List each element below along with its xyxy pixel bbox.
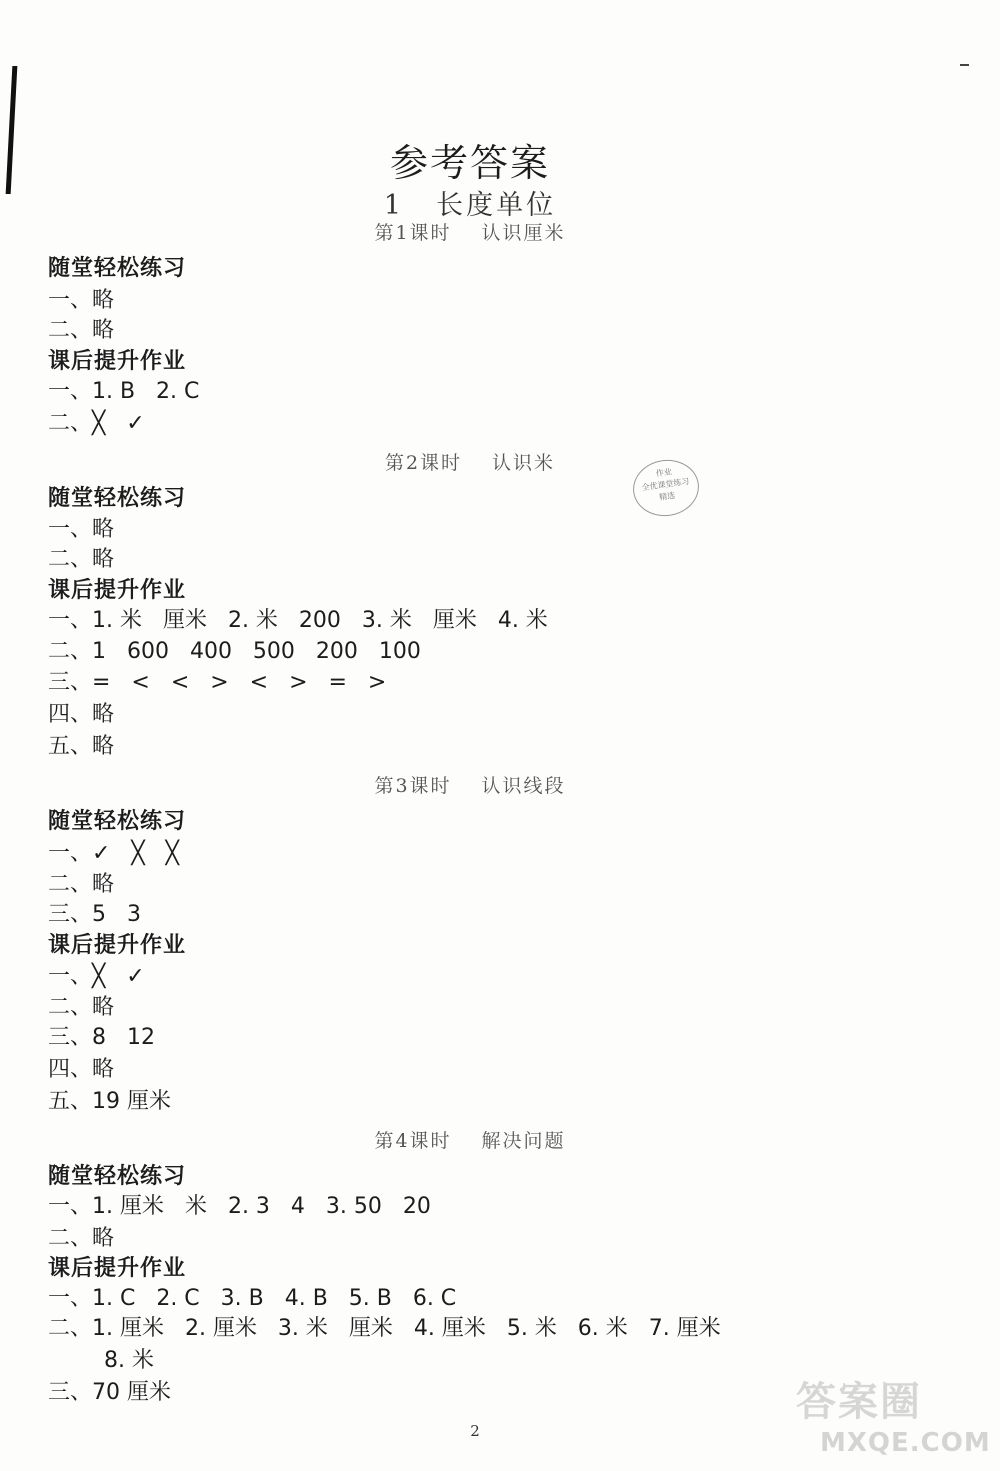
scan-corner-mark: [960, 64, 969, 66]
answer-line: 一、1. B 2. C: [48, 379, 200, 404]
lesson-title: 认识米: [492, 452, 556, 474]
lesson-3-heading: [0, 771, 940, 798]
section-practice-heading: 随堂轻松练习: [48, 256, 187, 281]
watermark-url: MXQE.COM: [820, 1428, 991, 1458]
chapter-number: 1: [383, 190, 405, 221]
answer-line: 二、略: [48, 872, 115, 897]
answer-line: 五、略: [48, 734, 115, 759]
answer-line: 三、8 12: [48, 1025, 155, 1050]
answer-line: 四、略: [48, 702, 115, 727]
stamp-seal: 作业 全优课堂练习 精选: [629, 456, 702, 521]
answer-line: 二、略: [48, 547, 115, 572]
lesson-4-heading: [0, 1126, 940, 1153]
answer-line: 二、略: [48, 1226, 115, 1251]
answer-line: 三、5 3: [48, 902, 141, 927]
lesson-label: 第3课时: [374, 775, 452, 797]
answer-line: 四、略: [48, 1057, 115, 1082]
section-homework-heading: 课后提升作业: [48, 578, 187, 603]
lesson-2-heading: [0, 448, 940, 475]
lesson-label: 第2课时: [384, 452, 463, 474]
section-homework-heading: 课后提升作业: [48, 933, 187, 958]
answer-line: 一、略: [48, 288, 115, 313]
answer-line: 二、╳ ✓: [48, 411, 145, 436]
site-watermark: [796, 1370, 992, 1466]
lesson-title: 认识厘米: [481, 222, 566, 244]
watermark-brand: 答案圈: [796, 1379, 922, 1425]
answer-line: 一、1. C 2. C 3. B 4. B 5. B 6. C: [48, 1286, 457, 1311]
lesson-title: 解决问题: [481, 1130, 566, 1152]
chapter-heading: [0, 183, 940, 222]
answer-line: 一、╳ ✓: [48, 964, 145, 989]
answer-line: 三、= < < > < > = >: [48, 670, 387, 695]
chapter-title: 长度单位: [436, 190, 557, 221]
page-title: 参考答案: [389, 141, 550, 185]
answer-line: 一、略: [48, 517, 115, 542]
page-number: 2: [470, 1422, 480, 1440]
answer-line: 五、19 厘米: [48, 1089, 171, 1114]
section-homework-heading: 课后提升作业: [48, 1256, 187, 1281]
lesson-label: 第4课时: [374, 1130, 452, 1152]
answer-line: 8. 米: [104, 1348, 154, 1373]
lesson-title: 认识线段: [481, 775, 566, 797]
lesson-1-heading: [0, 218, 940, 245]
section-practice-heading: 随堂轻松练习: [48, 1164, 187, 1189]
answer-line: 二、略: [48, 318, 115, 343]
answer-line: 二、1. 厘米 2. 厘米 3. 米 厘米 4. 厘米 5. 米 6. 米 7. 厘米: [48, 1316, 721, 1341]
answer-line: 三、70 厘米: [48, 1380, 171, 1405]
section-practice-heading: 随堂轻松练习: [48, 486, 187, 511]
section-homework-heading: 课后提升作业: [48, 349, 187, 374]
answer-line: 一、1. 米 厘米 2. 米 200 3. 米 厘米 4. 米: [48, 608, 548, 633]
section-practice-heading: 随堂轻松练习: [48, 809, 187, 834]
answer-line: 二、略: [48, 995, 115, 1020]
answer-line: 二、1 600 400 500 200 100: [48, 639, 421, 664]
answer-line: 一、1. 厘米 米 2. 3 4 3. 50 20: [48, 1194, 431, 1219]
answer-line: 一、✓ ╳ ╳: [48, 841, 179, 866]
lesson-label: 第1课时: [374, 222, 452, 244]
